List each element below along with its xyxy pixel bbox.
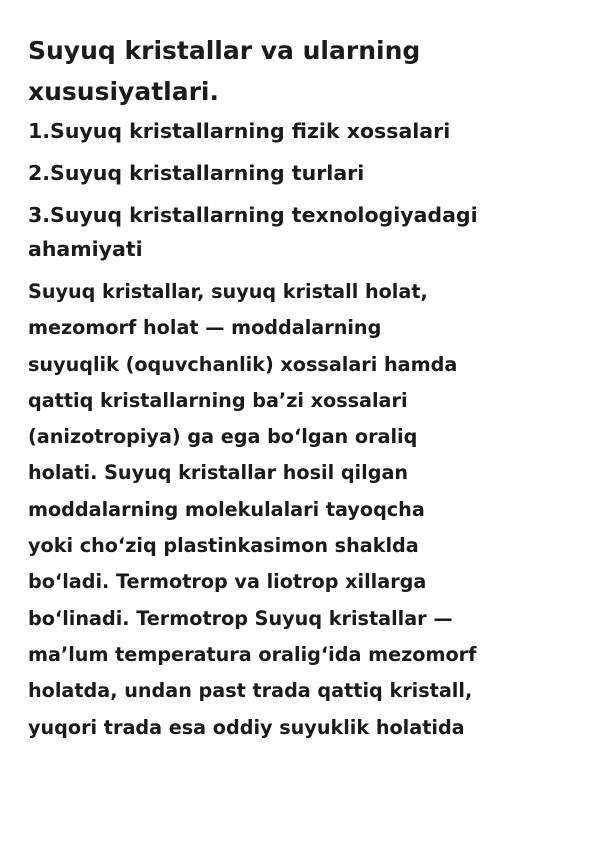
title-line: Suyuq kristallar va ularning <box>28 36 421 65</box>
body-line: yoki cho‘ziq plastinkasimon shaklda <box>28 534 419 558</box>
body-line: suyuqlik (oquvchanlik) xossalari hamda <box>28 352 458 376</box>
outline-item-2 <box>28 156 576 190</box>
body-line: bo‘linadi. Termotrop Suyuq kristallar — <box>28 606 453 630</box>
outline-line: 1.Suyuq kristallarning fizik xossalari <box>28 119 451 143</box>
document-page <box>28 30 576 746</box>
body-line: ma’lum temperatura oralig‘ida mezomorf <box>28 642 477 666</box>
body-line: bo‘ladi. Termotrop va liotrop xillarga <box>28 570 427 594</box>
body-line: (anizotropiya) ga ega bo‘lgan oraliq <box>28 425 418 449</box>
outline-line: 2.Suyuq kristallarning turlari <box>28 161 365 185</box>
outline-item-1 <box>28 114 576 148</box>
outline-line: ahamiyati <box>28 237 143 261</box>
body-line: moddalarning molekulalari tayoqcha <box>28 497 425 521</box>
body-line: qattiq kristallarning ba’zi xossalari <box>28 388 408 412</box>
body-line: holatda, undan past trada qattiq kristall, <box>28 679 473 703</box>
outline-item-3 <box>28 198 576 266</box>
outline-line: 3.Suyuq kristallarning texnologiyadagi <box>28 203 478 227</box>
body-line: yuqori trada esa oddiy suyuklik holatida <box>28 715 465 739</box>
page-title <box>28 30 576 112</box>
body-line: holati. Suyuq kristallar hosil qilgan <box>28 461 409 485</box>
body-line: Suyuq kristallar, suyuq kristall holat, <box>28 280 428 303</box>
topic-outline <box>28 114 576 266</box>
body-paragraph <box>28 274 576 746</box>
body-line: mezomorf holat — moddalarning <box>28 316 382 340</box>
title-line: xususiyatlari. <box>28 77 220 106</box>
